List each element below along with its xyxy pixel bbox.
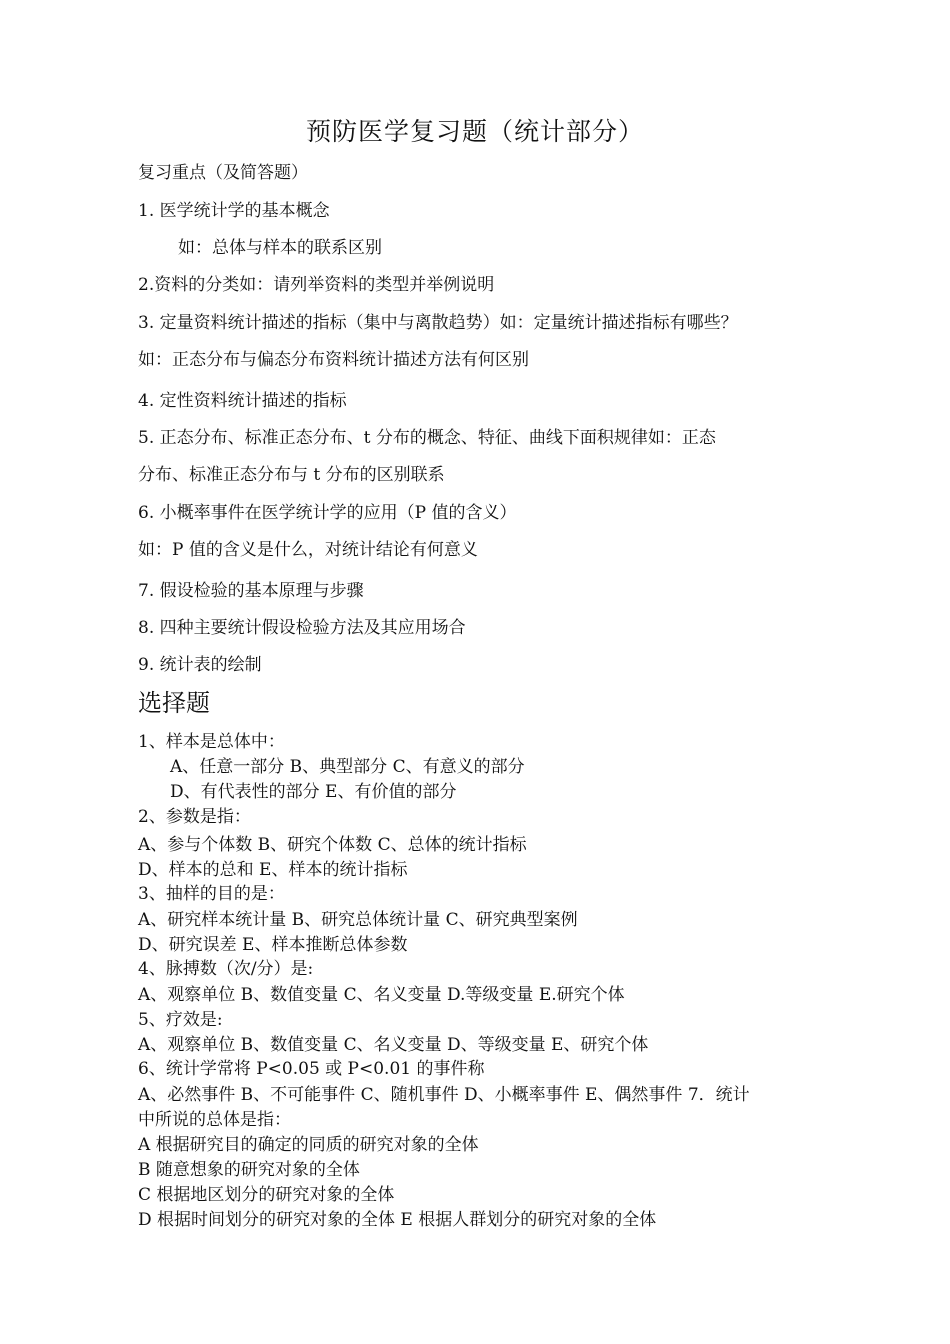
review-item: 2.资料的分类如：请列举资料的类型并举例说明 [138, 275, 495, 295]
option-line: A、任意一部分 B、典型部分 C、有意义的部分 [170, 757, 525, 777]
question-line: 1、样本是总体中： [138, 732, 285, 752]
review-item: 1. 医学统计学的基本概念 [138, 201, 330, 221]
option-line: A、必然事件 B、不可能事件 C、随机事件 D、小概率事件 E、偶然事件 7．统计 [138, 1085, 750, 1105]
question-line: 5、疗效是: [138, 1010, 223, 1030]
review-item: 分布、标准正态分布与 t 分布的区别联系 [138, 465, 445, 485]
option-line: D 根据时间划分的研究对象的全体 E 根据人群划分的研究对象的全体 [138, 1210, 657, 1230]
question-line: 3、抽样的目的是： [138, 884, 285, 904]
option-line: B 随意想象的研究对象的全体 [138, 1160, 360, 1180]
review-item: 8. 四种主要统计假设检验方法及其应用场合 [138, 618, 466, 638]
review-item: 9. 统计表的绘制 [138, 655, 262, 675]
question-line: 2、参数是指： [138, 807, 251, 827]
option-line: C 根据地区划分的研究对象的全体 [138, 1185, 395, 1205]
question-line: 4、脉搏数（次/分）是: [138, 959, 314, 979]
review-item: 6. 小概率事件在医学统计学的应用（P 值的含义） [138, 503, 517, 523]
review-item: 4. 定性资料统计描述的指标 [138, 391, 347, 411]
option-line: A、研究样本统计量 B、研究总体统计量 C、研究典型案例 [138, 910, 578, 930]
option-line: D、研究误差 E、样本推断总体参数 [138, 935, 408, 955]
option-line: A、观察单位 B、数值变量 C、名义变量 D.等级变量 E.研究个体 [138, 985, 625, 1005]
option-line: A 根据研究目的确定的同质的研究对象的全体 [138, 1135, 479, 1155]
section-heading: 选择题 [138, 689, 210, 717]
review-item: 5. 正态分布、标准正态分布、t 分布的概念、特征、曲线下面积规律如：正态 [138, 428, 716, 448]
page-title: 预防医学复习题（统计部分） [305, 117, 644, 146]
review-heading: 复习重点（及简答题） [138, 163, 308, 183]
option-line: A、参与个体数 B、研究个体数 C、总体的统计指标 [138, 835, 527, 855]
option-line: D、有代表性的部分 E、有价值的部分 [170, 782, 457, 802]
option-line: A、观察单位 B、数值变量 C、名义变量 D、等级变量 E、研究个体 [138, 1035, 649, 1055]
review-item: 如：P 值的含义是什么，对统计结论有何意义 [138, 540, 478, 560]
question-line: 中所说的总体是指： [138, 1110, 291, 1130]
review-item: 如：正态分布与偏态分布资料统计描述方法有何区别 [138, 350, 529, 370]
review-item: 7. 假设检验的基本原理与步骤 [138, 581, 364, 601]
option-line: D、样本的总和 E、样本的统计指标 [138, 860, 408, 880]
question-line: 6、统计学常将 P<0.05 或 P<0.01 的事件称 [138, 1059, 485, 1079]
review-item: 如：总体与样本的联系区别 [178, 238, 382, 258]
review-item: 3. 定量资料统计描述的指标（集中与离散趋势）如：定量统计描述指标有哪些？ [138, 313, 738, 333]
